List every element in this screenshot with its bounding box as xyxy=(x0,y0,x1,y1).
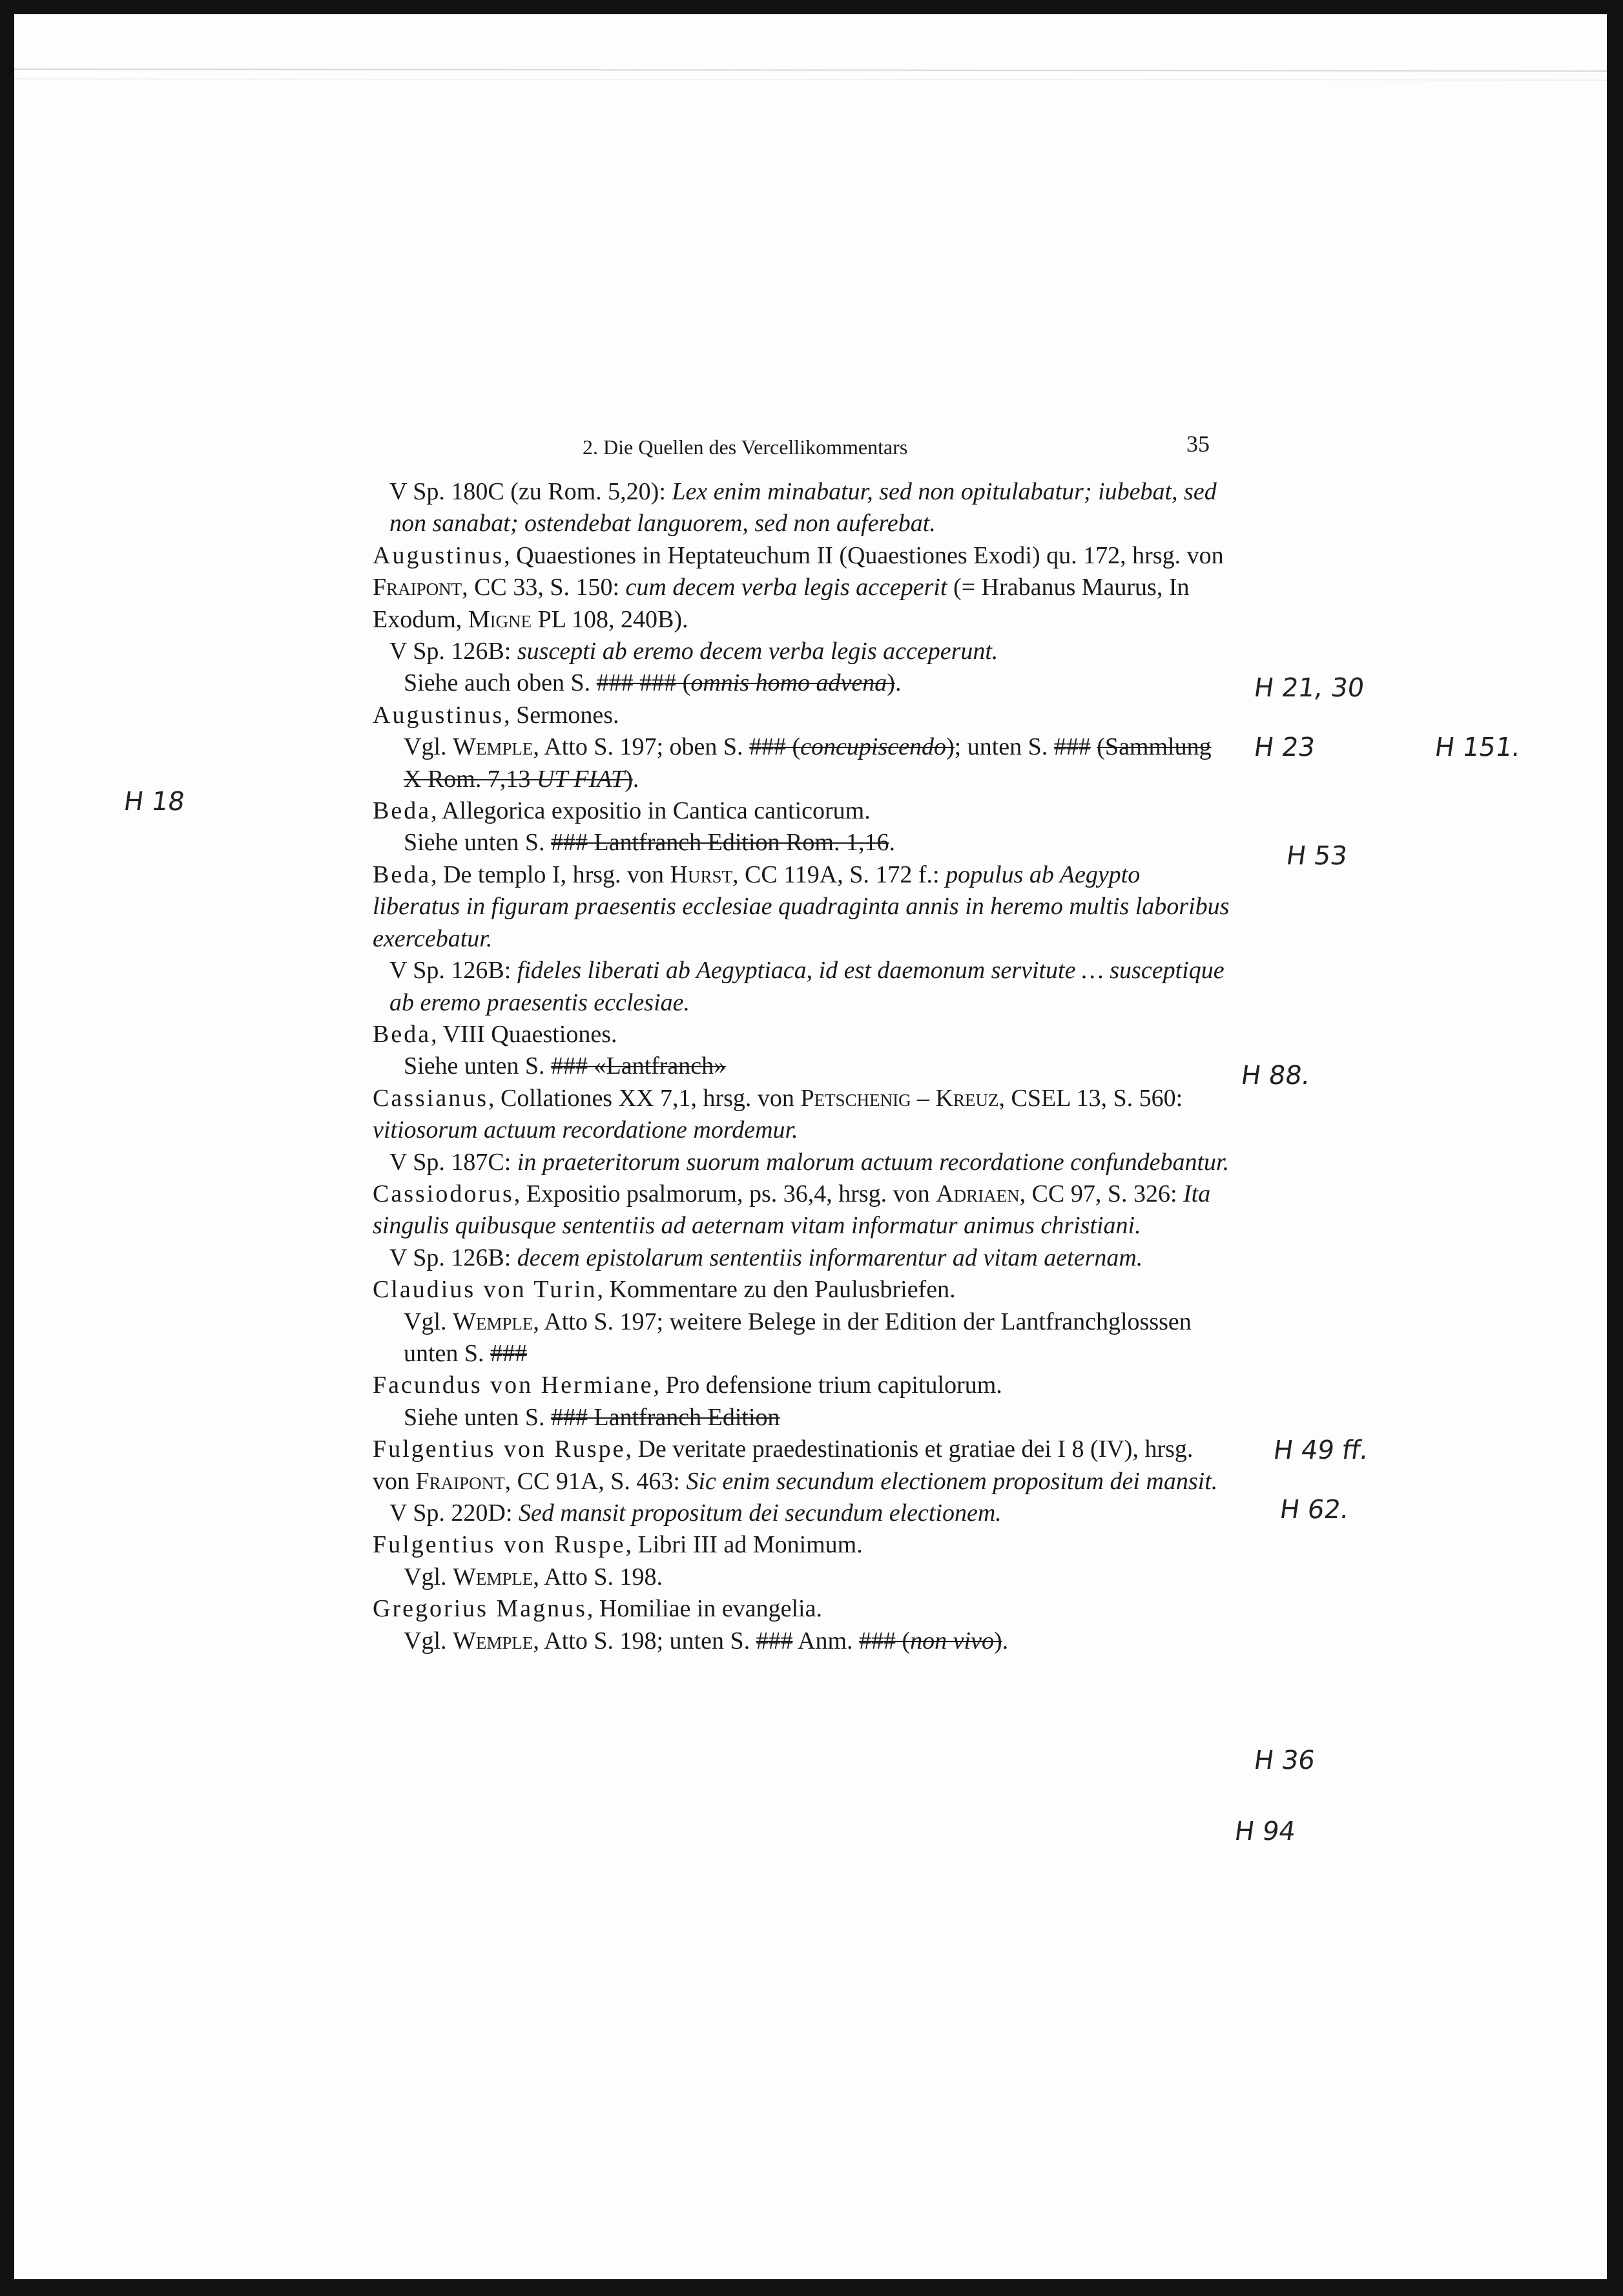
text-run: , Quaestiones in Heptateuchum II (Quaestiones Exodi) qu. 172, hrsg. von xyxy=(504,541,1224,569)
text-run: V Sp. 187C: xyxy=(389,1148,517,1176)
struck-text: omnis homo advena xyxy=(690,669,887,697)
text-run: (= Hrabanus Maurus, In Exodum, xyxy=(373,574,1190,633)
text-run: V Sp. 126B: xyxy=(389,1244,517,1271)
margin-note-h-88: H 88. xyxy=(1239,1061,1312,1091)
author-name: Augustinus xyxy=(373,541,504,569)
quotation: Sed mansit propositum dei secundum electionem. xyxy=(518,1499,1002,1527)
cross-reference xyxy=(373,827,1232,859)
struck-text: ### xyxy=(756,1627,793,1654)
source-entry xyxy=(373,1274,1232,1306)
text-run: Siehe unten S. xyxy=(404,1403,551,1431)
author-name: Facundus von Hermiane xyxy=(373,1372,654,1399)
margin-note-h-151: H 151. xyxy=(1432,733,1523,762)
source-entry xyxy=(373,1178,1232,1242)
text-run: V Sp. 126B: xyxy=(389,957,517,985)
document-page xyxy=(14,14,1607,2279)
margin-note-h-left: H 18 xyxy=(121,787,187,817)
struck-text: ### Lantfranch Edition xyxy=(550,1403,780,1431)
text-run: , De templo I, hrsg. von xyxy=(431,861,670,888)
quotation: vitiosorum actuum recordatione mordemur. xyxy=(373,1116,798,1144)
text-run: , Atto S. 197; weitere Belege in der Edition der Lantfranchglosssen unten S. xyxy=(404,1308,1192,1367)
source-entry xyxy=(373,1529,1232,1561)
cross-reference xyxy=(373,1402,1232,1434)
struck-text: ### xyxy=(490,1339,528,1367)
text-run: Vgl. xyxy=(404,1308,453,1335)
struck-text: ### xyxy=(1053,733,1091,761)
running-title: 2. Die Quellen des Vercellikommentars xyxy=(583,435,908,459)
source-entry xyxy=(373,1019,1232,1050)
author-name: Gregorius Magnus xyxy=(373,1595,587,1623)
editor-name: Wemple xyxy=(453,733,533,761)
editor-name: Petschenig – Kreuz xyxy=(800,1084,999,1112)
vercelli-citation xyxy=(373,636,1232,667)
text-run: V Sp. 220D: xyxy=(389,1499,519,1527)
text-run: , Libri III ad Monimum. xyxy=(625,1531,863,1559)
source-entry xyxy=(373,1434,1232,1498)
text-run: Anm. xyxy=(792,1627,859,1654)
margin-note-h-23: H 23 xyxy=(1252,733,1317,762)
source-entry xyxy=(373,859,1232,955)
margin-note-h-53: H 53 xyxy=(1284,841,1349,871)
editor-name: Migne xyxy=(468,605,532,633)
text-run: , Sermones. xyxy=(504,701,619,729)
struck-text: ) xyxy=(625,765,633,793)
text-run: , CSEL 13, S. 560: xyxy=(998,1084,1183,1112)
text-run: , Homiliae in evangelia. xyxy=(586,1595,822,1623)
vercelli-citation xyxy=(373,476,1232,540)
vercelli-citation xyxy=(373,955,1232,1019)
editor-name: Fraipont xyxy=(373,574,462,601)
quotation: in praeteritorum suorum malorum actuum recordatione confundebantur. xyxy=(517,1148,1230,1176)
text-run: . xyxy=(889,829,895,857)
author-name: Cassianus xyxy=(373,1084,488,1112)
struck-text: ) xyxy=(887,669,895,697)
struck-text: concupiscendo xyxy=(800,733,946,761)
text-run: , Atto S. 197; oben S. xyxy=(533,733,750,761)
text-run xyxy=(1091,733,1097,760)
editor-name: Wemple xyxy=(453,1308,533,1335)
text-run: , De veritate praedestinationis et gratiae dei I 8 (IV), hrsg. von xyxy=(373,1435,1194,1495)
text-run: , CC 119A, S. 172 f.: xyxy=(732,861,946,888)
margin-note-h-36: H 36 xyxy=(1252,1746,1317,1775)
text-run: ; unten S. xyxy=(954,733,1054,761)
source-entry xyxy=(373,1593,1232,1625)
text-run: Vgl. xyxy=(404,1563,453,1591)
editor-name: Wemple xyxy=(453,1627,533,1654)
author-name: Claudius von Turin xyxy=(373,1276,597,1304)
struck-text: ### Lantfranch Edition Rom. 1,16 xyxy=(550,829,889,857)
text-run: , Collationes XX 7,1, hrsg. von xyxy=(488,1084,801,1112)
text-run: , Kommentare zu den Paulusbriefen. xyxy=(597,1276,956,1304)
text-run: Siehe unten S. xyxy=(404,1052,551,1080)
page-number: 35 xyxy=(1186,431,1210,457)
text-run: PL 108, 240B). xyxy=(532,605,688,633)
text-run: . xyxy=(894,669,902,697)
text-run: , Atto S. 198; unten S. xyxy=(533,1627,756,1654)
source-entry xyxy=(373,540,1232,636)
author-name: Augustinus xyxy=(373,701,504,729)
margin-note-h-62: H 62. xyxy=(1277,1495,1351,1525)
cross-reference xyxy=(373,667,1232,699)
source-entry xyxy=(373,795,1232,827)
margin-note-h-94: H 94 xyxy=(1232,1817,1297,1846)
author-name: Beda xyxy=(373,797,431,825)
editor-name: Fraipont xyxy=(415,1467,505,1495)
struck-text: ### «Lantfranch» xyxy=(550,1052,727,1080)
text-run: , Expositio psalmorum, ps. 36,4, hrsg. von xyxy=(513,1180,936,1207)
quotation: Lex enim minabatur, sed non opitulabatur; iubebat, sed non sanabat; ostendebat languorem, sed non auferebat. xyxy=(389,478,1217,537)
margin-note-h-21-30: H 21, 30 xyxy=(1252,673,1367,703)
text-run: V Sp. 126B: xyxy=(389,638,517,665)
text-run: , Pro defensione trium capitulorum. xyxy=(653,1372,1002,1399)
struck-text: ) xyxy=(946,733,955,761)
struck-text: ### ( xyxy=(749,733,801,761)
source-entry xyxy=(373,700,1232,731)
quotation: Ita singulis quibusque sententiis ad aeternam vitam informatur animus christiani. xyxy=(373,1180,1211,1240)
text-run: Vgl. xyxy=(404,733,453,761)
source-entry xyxy=(373,1370,1232,1401)
struck-text: ) xyxy=(993,1627,1002,1654)
text-run: Siehe auch oben S. xyxy=(404,669,597,697)
vercelli-citation xyxy=(373,1498,1232,1529)
struck-text: non vivo xyxy=(910,1627,994,1654)
quotation: cum decem verba legis acceperit xyxy=(625,574,947,601)
struck-text: ### ### ( xyxy=(596,669,691,697)
source-entry xyxy=(373,1083,1232,1147)
text-run: . xyxy=(632,765,639,793)
quotation: populus ab Aegypto liberatus in figuram praesentis ecclesiae quadraginta annis in heremo multis laboribus exercebatur. xyxy=(373,861,1230,952)
margin-note-h-49ff: H 49 ff. xyxy=(1271,1435,1370,1465)
vercelli-citation xyxy=(373,1242,1232,1274)
author-name: Beda xyxy=(373,861,431,888)
author-name: Fulgentius von Ruspe xyxy=(373,1531,626,1559)
cross-reference xyxy=(373,731,1232,795)
cross-reference xyxy=(373,1625,1232,1657)
struck-text: (Sammlung X Rom. 7,13 xyxy=(404,733,1212,793)
text-run: , Atto S. 198. xyxy=(533,1563,663,1591)
editor-name: Adriaen xyxy=(936,1180,1020,1207)
author-name: Cassiodorus xyxy=(373,1180,514,1207)
struck-text: UT FIAT xyxy=(536,765,625,793)
text-run: , CC 91A, S. 463: xyxy=(504,1467,687,1495)
cross-reference xyxy=(373,1561,1232,1593)
cross-reference xyxy=(373,1306,1232,1370)
quotation: Sic enim secundum electionem propositum dei mansit. xyxy=(686,1467,1218,1495)
quotation: decem epistolarum sententiis informarentur ad vitam aeternam. xyxy=(517,1244,1143,1271)
author-name: Beda xyxy=(373,1020,431,1048)
cross-reference xyxy=(373,1050,1232,1082)
text-run: , CC 33, S. 150: xyxy=(462,574,626,601)
source-list xyxy=(373,476,1232,1657)
author-name: Fulgentius von Ruspe xyxy=(373,1435,626,1463)
text-run: Vgl. xyxy=(404,1627,453,1654)
text-run: V Sp. 180C (zu Rom. 5,20): xyxy=(389,478,672,505)
text-run: , CC 97, S. 326: xyxy=(1019,1180,1184,1207)
text-run: Siehe unten S. xyxy=(404,829,551,857)
vercelli-citation xyxy=(373,1147,1232,1178)
text-run: . xyxy=(1002,1627,1009,1654)
quotation: suscepti ab eremo decem verba legis acceperunt. xyxy=(517,638,998,665)
editor-name: Wemple xyxy=(453,1563,533,1591)
text-run: , Allegorica expositio in Cantica canticorum. xyxy=(431,797,871,825)
struck-text: ### ( xyxy=(859,1627,911,1654)
quotation: fideles liberati ab Aegyptiaca, id est daemonum servitute … susceptique ab eremo praesentis ecclesiae. xyxy=(389,957,1225,1016)
editor-name: Hurst xyxy=(670,861,732,888)
text-run: , VIII Quaestiones. xyxy=(431,1020,617,1048)
